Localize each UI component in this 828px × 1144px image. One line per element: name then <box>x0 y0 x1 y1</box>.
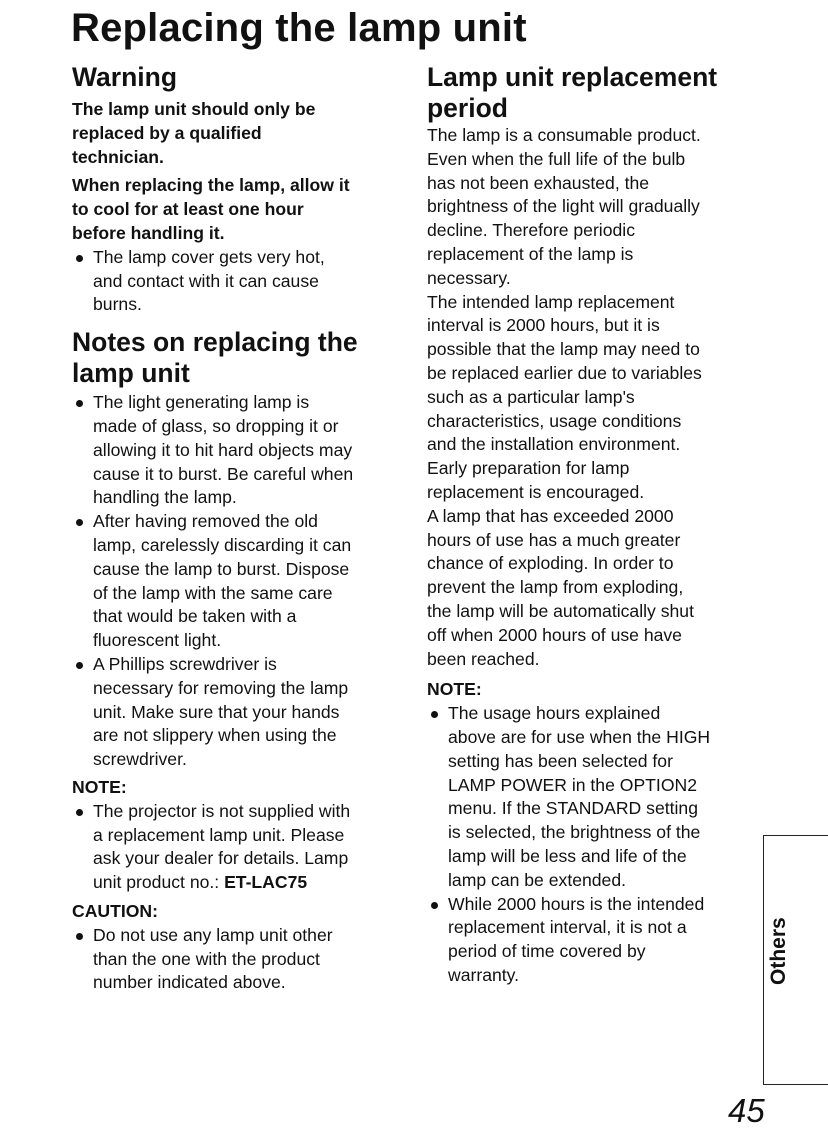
left-column <box>72 62 402 995</box>
note-label: NOTE: <box>427 679 482 700</box>
warning-text: The lamp unit should only be replaced by a qualified technician. <box>72 99 316 167</box>
section-tab-label: Others <box>767 917 790 985</box>
right-column <box>427 62 757 988</box>
bullet-item: After having removed the old lamp, carelessly discarding it can cause the lamp to burst. Dispose of the lamp with the same care that would be taken with a fluorescent light. <box>72 510 402 653</box>
notes-heading: Notes on replacing the lamp unit <box>72 327 358 389</box>
note-label: NOTE: <box>72 776 127 797</box>
bullet-item: While 2000 hours is the intended replacement interval, it is not a period of time covered by warranty. <box>427 893 757 988</box>
page-number: 45 <box>728 1092 765 1129</box>
replacement-period-text: The lamp is a consumable product. Even when the full life of the bulb has not been exhausted, the brightness of the light will gradually decline. Therefore periodic replacement of the lamp is necessary. The intended lamp replacement interval is 2000 hours, but it is possible that the lamp may need to be replaced earlier due to variables such as a particular lamp's characteristics, usage conditions and the installation environment. Early preparation for lamp replacement is encouraged. A lamp that has exceeded 2000 hours of use has a much greater chance of exploding. In order to prevent the lamp from exploding, the lamp will be automatically shut off when 2000 hours of use have been reached. <box>427 125 702 669</box>
bullet-item <box>72 800 402 895</box>
caution-label: CAUTION: <box>72 900 159 921</box>
bullet-item: A Phillips screwdriver is necessary for removing the lamp unit. Make sure that your hands are not slippery when using the screwdriver. <box>72 653 402 772</box>
replacement-period-heading: Lamp unit replacement period <box>427 62 718 123</box>
warning-heading: Warning <box>72 62 178 92</box>
note-text: The projector is not supplied with a replacement lamp unit. Please ask your dealer for details. Lamp unit product no.: <box>93 800 351 893</box>
warning-text: When replacing the lamp, allow it to cool for at least one hour before handling it. <box>72 175 350 243</box>
page-title: Replacing the lamp unit <box>71 6 527 50</box>
product-number: ET-LAC75 <box>224 872 308 893</box>
bullet-item: The usage hours explained above are for use when the HIGH setting has been selected for LAMP POWER in the OPTION2 menu. If the STANDARD setting is selected, the brightness of the lamp will be less and life of the lamp can be extended. <box>427 702 757 892</box>
bullet-item: The light generating lamp is made of glass, so dropping it or allowing it to hit hard objects may cause it to burst. Be careful when handling the lamp. <box>72 391 402 510</box>
bullet-item: Do not use any lamp unit other than the one with the product number indicated above. <box>72 924 402 995</box>
bullet-item: The lamp cover gets very hot, and contact with it can cause burns. <box>72 246 402 317</box>
